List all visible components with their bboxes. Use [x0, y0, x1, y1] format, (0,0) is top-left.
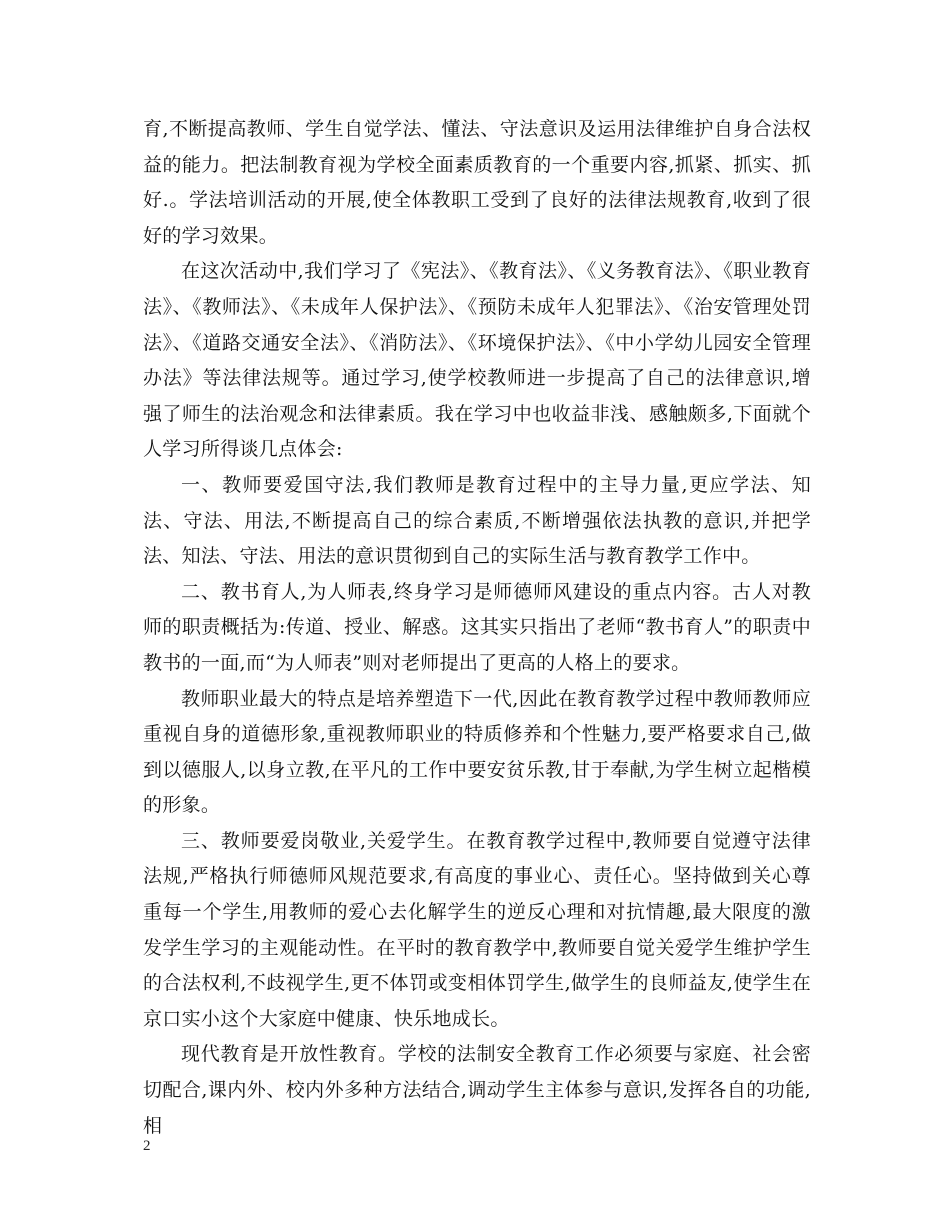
paragraph-point-one: 一、教师要爱国守法,我们教师是教育过程中的主导力量,更应学法、知法、守法、用法,不断提高自己的综合素质,不断增强依法执教的意识,并把学法、知法、守法、用法的意识贯彻到自己的实际生活与教育教学工作中。: [143, 473, 811, 568]
paragraph-teacher-role: 教师职业最大的特点是培养塑造下一代,因此在教育教学过程中教师教师应重视自身的道德形象,重视教师职业的特质修养和个性魅力,要严格要求自己,做到以德服人,以身立教,在平凡的工作中要安贫乐教,甘于奉献,为学生树立起楷模的形象。: [143, 687, 811, 817]
page-number: 2: [143, 1138, 151, 1154]
paragraph-point-three: 三、教师要爱岗敬业,关爱学生。在教育教学过程中,教师要自觉遵守法律法规,严格执行师德师风规范要求,有高度的事业心、责任心。坚持做到关心尊重每一个学生,用教师的爱心去化解学生的逆反心理和对抗情趣,最大限度的激发学生学习的主观能动性。在平时的教育教学中,教师要自觉关爱学生维护学生的合法权利,不歧视学生,更不体罚或变相体罚学生,做学生的良师益友,使学生在京口实小这个大家庭中健康、快乐地成长。: [143, 829, 811, 1030]
paragraph-modern-education: 现代教育是开放性教育。学校的法制安全教育工作必须要与家庭、社会密切配合,课内外、校内外多种方法结合,调动学生主体参与意识,发挥各自的功能,相: [143, 1043, 811, 1137]
document-body: [143, 112, 811, 1144]
paragraph-continuation: 育,不断提高教师、学生自觉学法、懂法、守法意识及运用法律维护自身合法权益的能力。把法制教育视为学校全面素质教育的一个重要内容,抓紧、抓实、抓好.。学法培训活动的开展,使全体教职工受到了良好的法律法规教育,收到了很好的学习效果。: [143, 118, 811, 247]
paragraph-point-two: 二、教书育人,为人师表,终身学习是师德师风建设的重点内容。古人对教师的职责概括为:传道、授业、解惑。这其实只指出了老师“教书育人”的职责中教书的一面,而“为人师表”则对老师提出了更高的人格上的要求。: [143, 580, 811, 674]
paragraph-laws-studied: 在这次活动中,我们学习了《宪法》、《教育法》、《义务教育法》、《职业教育法》、《教师法》、《未成年人保护法》、《预防未成年人犯罪法》、《治安管理处罚法》、《道路交通安全法》、《消防法》、《环境保护法》、《中小学幼儿园安全管理办法》等法律法规等。通过学习,使学校教师进一步提高了自己的法律意识,增强了师生的法治观念和法律素质。我在学习中也收益非浅、感触颇多,下面就个人学习所得谈几点体会:: [143, 260, 811, 461]
